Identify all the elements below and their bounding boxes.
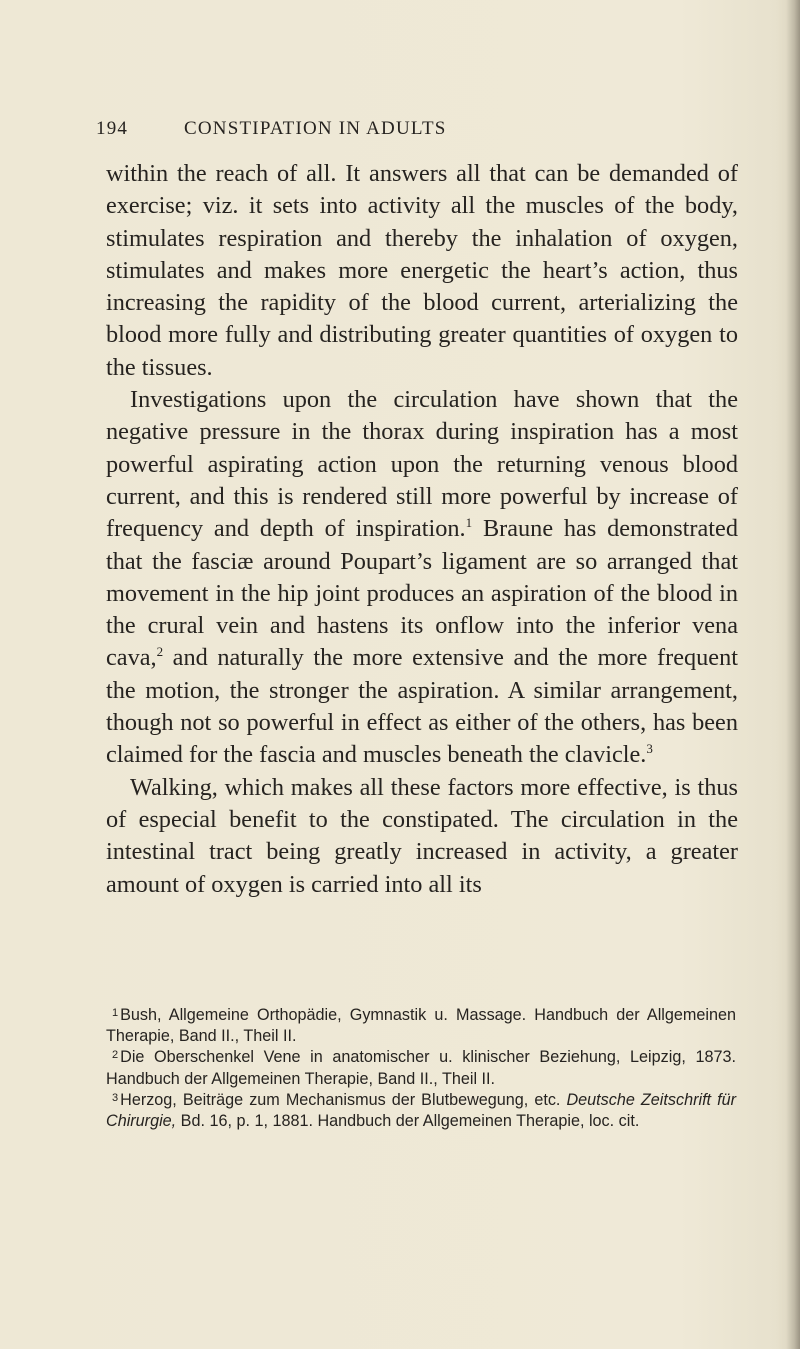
footnote-1-text: Bush, Allgemeine Orthopädie, Gymnastik u. Massage. Handbuch der Allgemeinen Therapie, Band II., Theil II.: [106, 1006, 736, 1046]
footnotes: [106, 1005, 736, 1132]
paragraph-3: Walking, which makes all these factors more effective, is thus of especial benefit to the constipated. The circulation in the intestinal tract being greatly increased in activity, a greater amount of oxygen is carried into all its: [106, 773, 738, 898]
footnote-3: [106, 1090, 736, 1132]
page-edge-shadow: [786, 0, 800, 1349]
body-text: [106, 158, 738, 901]
footnote-1-mark: 1: [112, 1007, 119, 1019]
paragraph-2-part-b: Braune has demonstrated that the fasciæ around Poupart’s ligament are so arranged that movement in the hip joint produces an aspiration of the blood in the crural vein and hastens its onflow into the inferior vena cava,: [106, 515, 738, 672]
footnote-3-journal: Deutsche Zeitschrift für Chirurgie,: [106, 1090, 736, 1131]
page-number: 194: [96, 118, 129, 139]
running-title: CONSTIPATION IN ADULTS: [184, 118, 447, 139]
paragraph-2-part-a: Investigations upon the circulation have shown that the negative pressure in the thorax during inspiration has a most powerful aspirating action upon the returning venous blood current, and this is rendered still more powerful by increase of frequency and depth of inspiration.: [106, 386, 738, 543]
footnote-3-text-b: Bd. 16, p. 1, 1881. Handbuch der Allgemeinen Therapie, loc. cit.: [176, 1112, 640, 1131]
footnote-1: [106, 1005, 736, 1047]
footnote-2-mark: 2: [112, 1049, 119, 1062]
footnote-ref-2: 2: [156, 644, 164, 660]
paragraph-1: within the reach of all. It answers all that can be demanded of exercise; viz. it sets into activity all the muscles of the body, stimulates respiration and thereby the inhalation of oxygen, stimulates and makes more energetic the heart’s action, thus increasing the rapidity of the blood current, arterializing the blood more fully and distributing greater quantities of oxygen to the tissues.: [106, 160, 738, 381]
paragraph-2-part-c: and naturally the more extensive and the more frequent the motion, the stronger the aspiration. A similar arrangement, though not so powerful in effect as either of the others, has been claimed for the fascia and muscles beneath the clavicle.: [106, 644, 738, 769]
footnote-3-mark: 3: [112, 1091, 119, 1104]
footnote-ref-1: 1: [465, 515, 473, 531]
running-header: [96, 118, 736, 148]
footnote-2-text: Die Oberschenkel Vene in anatomischer u. klinischer Beziehung, Leipzig, 1873. Handbuch der Allgemeinen Therapie, Band II., Theil II.: [106, 1048, 736, 1088]
footnote-ref-3: 3: [646, 741, 653, 757]
paragraph-2: [106, 384, 738, 772]
footnote-3-text-a: Herzog, Beiträge zum Mechanismus der Blutbewegung, etc.: [120, 1090, 567, 1109]
footnote-2: [106, 1047, 736, 1089]
